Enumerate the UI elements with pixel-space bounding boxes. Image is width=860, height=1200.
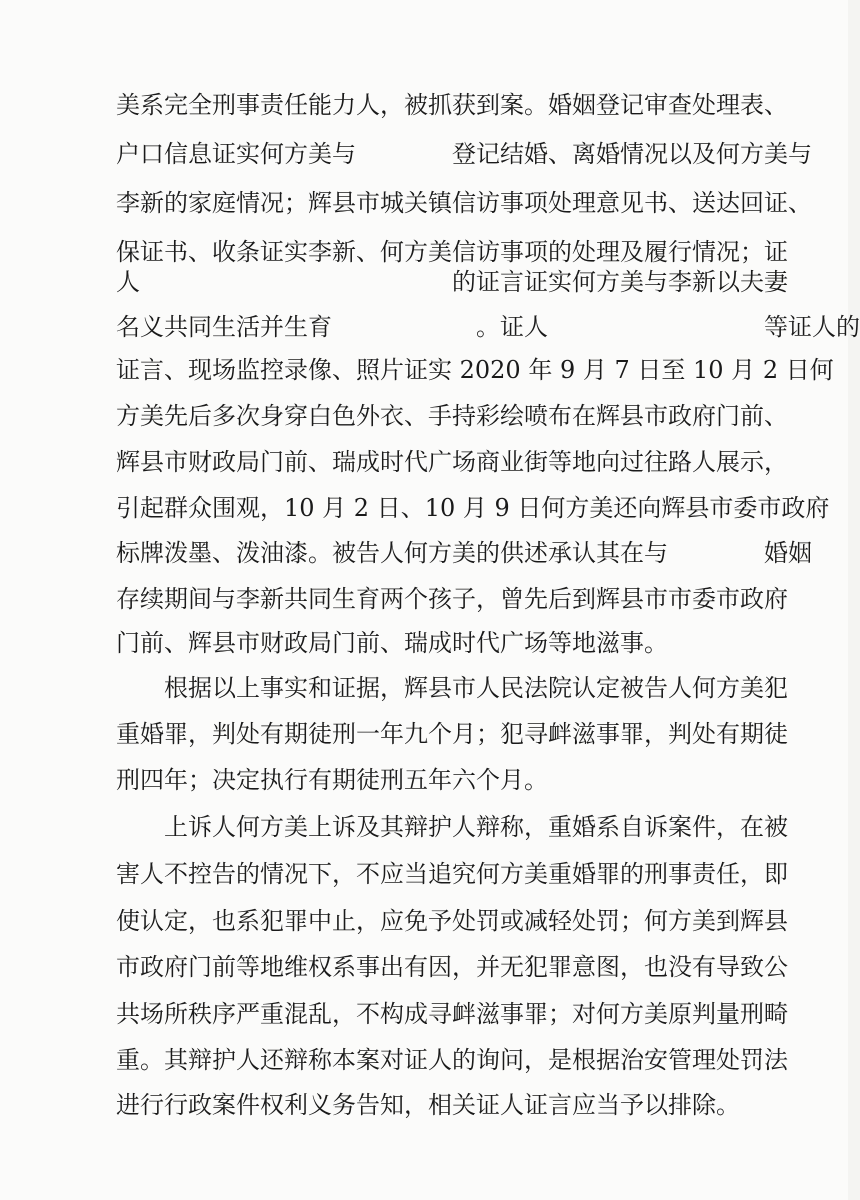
text-line: 存续期间与李新共同生育两个孩子，曾先后到辉县市市委市政府: [116, 585, 788, 613]
text-line: 名义共同生活并生育 。证人 等证人的: [116, 313, 860, 341]
text-line: 美系完全刑事责任能力人，被抓获到案。婚姻登记审查处理表、: [116, 91, 788, 119]
text-line: 共场所秩序严重混乱，不构成寻衅滋事罪；对何方美原判量刑畸: [116, 1000, 788, 1028]
text-line: 标牌泼墨、泼油漆。被告人何方美的供述承认其在与 婚姻: [116, 539, 812, 567]
text-line: 引起群众围观，10 月 2 日、10 月 9 日何方美还向辉县市委市政府: [116, 494, 830, 522]
text-line: 上诉人何方美上诉及其辩护人辩称，重婚系自诉案件，在被: [164, 813, 788, 841]
text-line: 人 的证言证实何方美与李新以夫妻: [116, 268, 788, 296]
text-line: 李新的家庭情况；辉县市城关镇信访事项处理意见书、送达回证、: [116, 189, 812, 217]
text-line: 害人不控告的情况下，不应当追究何方美重婚罪的刑事责任，即: [116, 860, 788, 888]
text-line: 使认定，也系犯罪中止，应免予处罚或减轻处罚；何方美到辉县: [116, 907, 788, 935]
text-line: 保证书、收条证实李新、何方美信访事项的处理及履行情况；证: [116, 238, 788, 266]
text-line: 户口信息证实何方美与 登记结婚、离婚情况以及何方美与: [116, 140, 812, 168]
text-line: 进行行政案件权利义务告知，相关证人证言应当予以排除。: [116, 1091, 740, 1119]
text-line: 重。其辩护人还辩称本案对证人的询问，是根据治安管理处罚法: [116, 1046, 788, 1074]
text-line: 刑四年；决定执行有期徒刑五年六个月。: [116, 766, 548, 794]
text-line: 方美先后多次身穿白色外衣、手持彩绘喷布在辉县市政府门前、: [116, 402, 788, 430]
text-line: 证言、现场监控录像、照片证实 2020 年 9 月 7 日至 10 月 2 日何: [116, 356, 834, 384]
text-line: 市政府门前等地维权系事出有因，并无犯罪意图，也没有导致公: [116, 953, 788, 981]
text-line: 重婚罪，判处有期徒刑一年九个月；犯寻衅滋事罪，判处有期徒: [116, 720, 788, 748]
text-line: 根据以上事实和证据，辉县市人民法院认定被告人何方美犯: [164, 674, 788, 702]
text-line: 辉县市财政局门前、瑞成时代广场商业街等地向过往路人展示，: [116, 448, 788, 476]
text-line: 门前、辉县市财政局门前、瑞成时代广场等地滋事。: [116, 629, 668, 657]
